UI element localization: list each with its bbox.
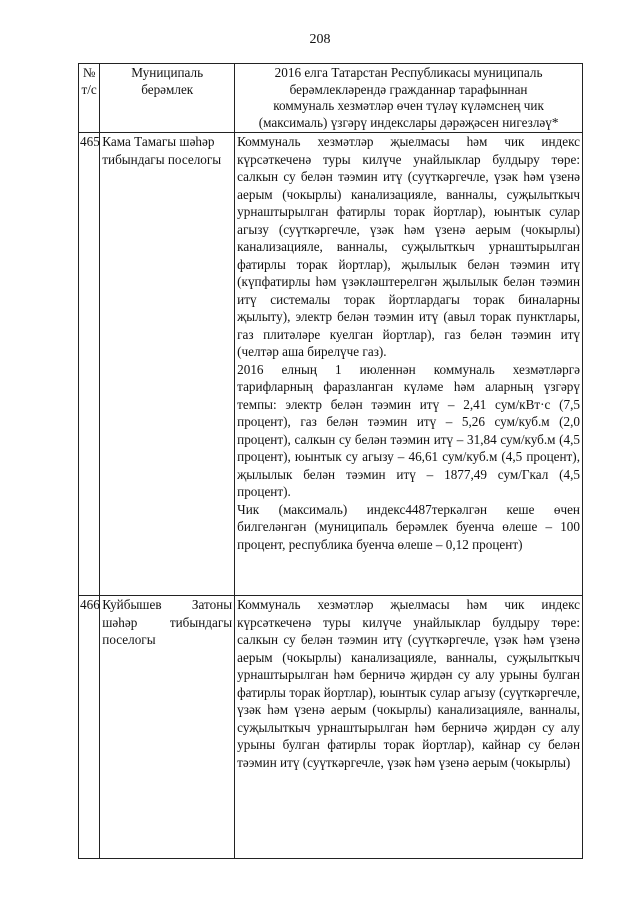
header-indices-line: коммуналь хезмәтләр өчен түләү күләмснең чик: [273, 98, 544, 113]
header-municipality-line: Муниципаль: [131, 65, 204, 80]
header-indices-line: берәмлекләрендә гражданнар тарафыннан: [289, 81, 528, 97]
row-municipality: Кама Тамагы шәһәр тибындагы поселогы: [100, 133, 235, 596]
header-indices: [235, 64, 583, 133]
header-municipality-line: берәмлек: [141, 81, 194, 97]
header-number-line: №: [82, 65, 96, 80]
header-number-line: т/с: [81, 81, 97, 97]
indices-paragraph: Коммуналь хезмәтләр җыелмасы һәм чик индекс күрсәткеченә туры килүче унайлыклар булдыру төре: салкын су белән тәэмин итү (суүткәргечле, үзәк һәм үзенә аерым (чокырлы) канализацияле, ванналы, суҗылыткыч урнаштырылган һәм берничә җирдән су алу урыны булган фатирлы торак йортлар), юынтык сулар агызу (суүткәргечле, үзәк һәм үзенә аерым (чокырлы) канализацияле, ванналы, суҗылыткыч урнаштырылган һәм берничә җирдән су алу урыны булган фатирлы торак йортлар), кайнар су белән тәэмин итү (суүткәргечле, үзәк һәм үзенә аерым (чокырлы): [237, 597, 580, 770]
header-municipality: [100, 64, 235, 133]
page-number: 208: [309, 32, 331, 47]
indices-paragraph: 2016 елның 1 июленнән коммуналь хезмәтләргә тарифларның фаразланган күләме һәм аларның үзгәрү темпы: электр белән тәэмин итү – 2,41 сум/кВт·с (7,5 процент), газ белән тәэмин итү – 5,26 сум/куб.м (2,0 процент), салкын су белән тәэмин итү – 31,84 сум/куб.м (4,5 процент), юынтык су агызу – 46,61 сум/куб.м (4,5 процент), җылылык белән тәэмин итү – 1877,49 сум/Гкал (4,5 процент).: [237, 361, 580, 499]
table-header-row: [79, 64, 583, 133]
header-number: [79, 64, 100, 133]
table-row: [79, 133, 583, 596]
row-number: 466: [79, 596, 100, 859]
row-municipality: Куйбышев Затоны шәһәр тибындагы поселогы: [100, 596, 235, 859]
header-indices-line: 2016 елга Татарстан Республикасы муниципаль: [274, 65, 543, 80]
header-indices-line: (максималь) үзгәрү индекслары дәрәҗәсен нигезләү*: [258, 114, 559, 130]
indices-paragraph: Коммуналь хезмәтләр җыелмасы һәм чик индекс күрсәткеченә туры килүче унайлыклар булдыру төре: салкын су белән тәэмин итү (суүткәргечле, үзәк һәм үзенә аерым (чокырлы) канализацияле, ванналы, суҗылыткыч урнаштырылган фатирлы торак йортлар), юынтык сулар агызу (суүткәргечле, үзәк һәм үзенә аерым (чокырлы) канализацияле, ванналы, суҗылыткыч урнаштырылган фатирлы торак йортлар), җылылык белән тәэмин итү (күпфатирлы һәм үзәкләштерелгән җылылык белән тәэмин итү системалы торак йортлардагы торак биналарны җылыту), электр белән тәэмин итү (авыл торак пунктлары, газ плитәләре куелган йортлар), газ белән тәэмин итү (челтәр аша бирелүче газ).: [237, 134, 580, 359]
indices-paragraph: Чик (максималь) индекс4487теркәлгән кеше өчен билгеләнгән (муниципаль берәмлек буенча өлеше – 100 процент, республика буенча өлеше – 0,12 процент): [237, 501, 580, 552]
indices-table: [78, 63, 583, 859]
row-indices-text: [235, 596, 583, 859]
table-row: [79, 596, 583, 859]
row-number: 465: [79, 133, 100, 596]
row-indices-text: [235, 133, 583, 596]
